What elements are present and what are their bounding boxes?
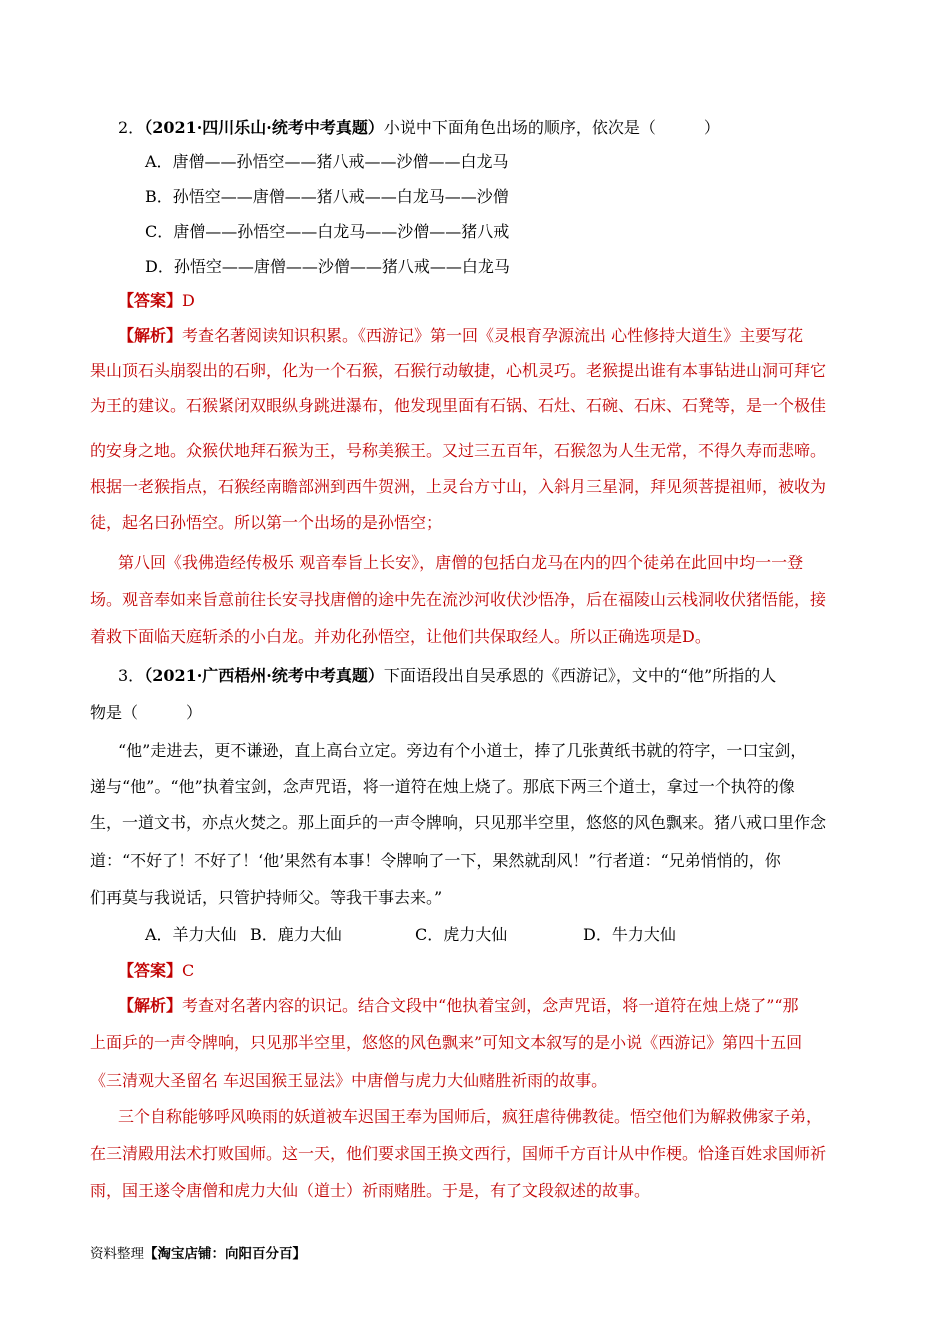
q3-passage-line-4: 道：“不好了！不好了！‘他’果然有本事！令牌响了一下，果然就刮风！”行者道：“兄弟悄悄的，你 — [90, 851, 781, 870]
q3-passage-line-5: 们再莫与我说话，只管护持师父。等我干事去来。” — [90, 888, 443, 907]
q2-option-b: B．孙悟空——唐僧——猪八戒——白龙马——沙僧 — [145, 187, 509, 206]
footer-prefix: 资料整理 — [90, 1246, 144, 1262]
q3-analysis-line-1: 【解析】考查对名著内容的识记。结合文段中“他执着宝剑，念声咒语，将一道符在烛上烧了”“那 — [90, 995, 799, 1017]
q2-analysis-line-2: 果山顶石头崩裂出的石卵，化为一个石猴，石猴行动敏捷，心机灵巧。老猴提出谁有本事钻进山洞可拜它 — [90, 361, 827, 380]
q2-analysis-tag: 【解析】 — [118, 326, 183, 345]
q3-number: 3． — [118, 666, 145, 685]
q3-analysis-tag: 【解析】 — [118, 996, 183, 1015]
q3-source: （2021·广西梧州·统考中考真题） — [144, 666, 384, 685]
q3-answer-value: C — [182, 961, 195, 980]
q2-analysis-line-9: 着救下面临天庭斩杀的小白龙。并劝化孙悟空，让他们共保取经人。所以正确选项是D。 — [90, 627, 711, 646]
q2-answer — [118, 290, 195, 312]
q3-analysis-line-6: 雨，国王遂令唐僧和虎力大仙（道士）祈雨赌胜。于是，有了文段叙述的故事。 — [90, 1181, 651, 1200]
q3-analysis-line-2: 上面乒的一声令牌响，只见那半空里，悠悠的风色飘来”可知文本叙写的是小说《西游记》第四十五回 — [90, 1033, 803, 1052]
q2-number: 2． — [118, 118, 145, 137]
q2-analysis-line-7: 第八回《我佛造经传极乐 观音奉旨上长安》，唐僧的包括白龙马在内的四个徒弟在此回中均一一登 — [118, 553, 804, 572]
q3-analysis-line-5: 在三清殿用法术打败国师。这一天，他们要求国王换文西行，国师千方百计从中作梗。恰逢百姓求国师祈 — [90, 1144, 827, 1163]
q3-option-a: A．羊力大仙 — [145, 925, 237, 944]
q3-passage-line-1: “他”走进去，更不谦逊，直上高台立定。旁边有个小道士，捧了几张黄纸书就的符字，一口宝剑， — [118, 741, 807, 760]
q2-answer-value: D — [182, 291, 195, 310]
q3-passage-line-3: 生，一道文书，亦点火焚之。那上面乒的一声令牌响，只见那半空里，悠悠的风色飘来。猪八戒口里作念 — [90, 813, 827, 832]
q3-stem-line-2: 物是（ ） — [90, 703, 203, 722]
q2-analysis-line-6: 徒，起名曰孙悟空。所以第一个出场的是孙悟空； — [90, 513, 443, 532]
q2-option-a: A．唐僧——孙悟空——猪八戒——沙僧——白龙马 — [145, 152, 509, 171]
q2-stem: 小说中下面角色出场的顺序，依次是（ ） — [383, 118, 720, 137]
q3-analysis-line-4: 三个自称能够呼风唤雨的妖道被车迟国王奉为国师后，疯狂虐待佛教徒。悟空他们为解救佛家子弟， — [118, 1107, 823, 1126]
q3-answer — [118, 960, 194, 982]
q2-analysis-line-8: 场。观音奉如来旨意前往长安寻找唐僧的途中先在流沙河收伏沙悟净，后在福陵山云栈洞收伏猪悟能，接 — [90, 590, 827, 609]
q3-stem-line-1 — [118, 665, 776, 687]
q2-analysis-line-4: 的安身之地。众猴伏地拜石猴为王，号称美猴王。又过三五百年，石猴忽为人生无常，不得久寿而悲啼。 — [90, 441, 827, 460]
q2-analysis-line-3: 为王的建议。石猴紧闭双眼纵身跳进瀑布，他发现里面有石锅、石灶、石碗、石床、石凳等，是一个极佳 — [90, 396, 827, 415]
q2-analysis-line-5: 根据一老猴指点，石猴经南瞻部洲到西牛贺洲，上灵台方寸山，入斜月三星洞，拜见须菩提祖师，被收为 — [90, 477, 827, 496]
q3-passage-line-2: 递与“他”。“他”执着宝剑，念声咒语，将一道符在烛上烧了。那底下两三个道士，拿过一个执符的像 — [90, 777, 795, 796]
q2-option-c: C．唐僧——孙悟空——白龙马——沙僧——猪八戒 — [145, 222, 510, 241]
q3-analysis-line-3: 《三清观大圣留名 车迟国猴王显法》中唐僧与虎力大仙赌胜祈雨的故事。 — [90, 1071, 608, 1090]
q2-analysis-line-1: 【解析】考查名著阅读知识积累。《西游记》第一回《灵根育孕源流出 心性修持大道生》主要写花 — [90, 325, 803, 347]
footer-shop: 【淘宝店铺：向阳百分百】 — [144, 1246, 306, 1262]
q3-option-d: D．牛力大仙 — [583, 925, 676, 944]
q3-answer-tag: 【答案】 — [118, 961, 183, 980]
q2-option-d: D．孙悟空——唐僧——沙僧——猪八戒——白龙马 — [145, 257, 510, 276]
q2-source: （2021·四川乐山·统考中考真题） — [144, 118, 384, 137]
q3-option-b: B．鹿力大仙 — [250, 925, 342, 944]
q3-stem: 下面语段出自吴承恩的《西游记》，文中的“他”所指的人 — [383, 666, 777, 685]
page-footer — [90, 1244, 306, 1264]
q2-stem-line — [118, 117, 720, 139]
q2-answer-tag: 【答案】 — [118, 291, 183, 310]
q3-option-c: C．虎力大仙 — [415, 925, 508, 944]
